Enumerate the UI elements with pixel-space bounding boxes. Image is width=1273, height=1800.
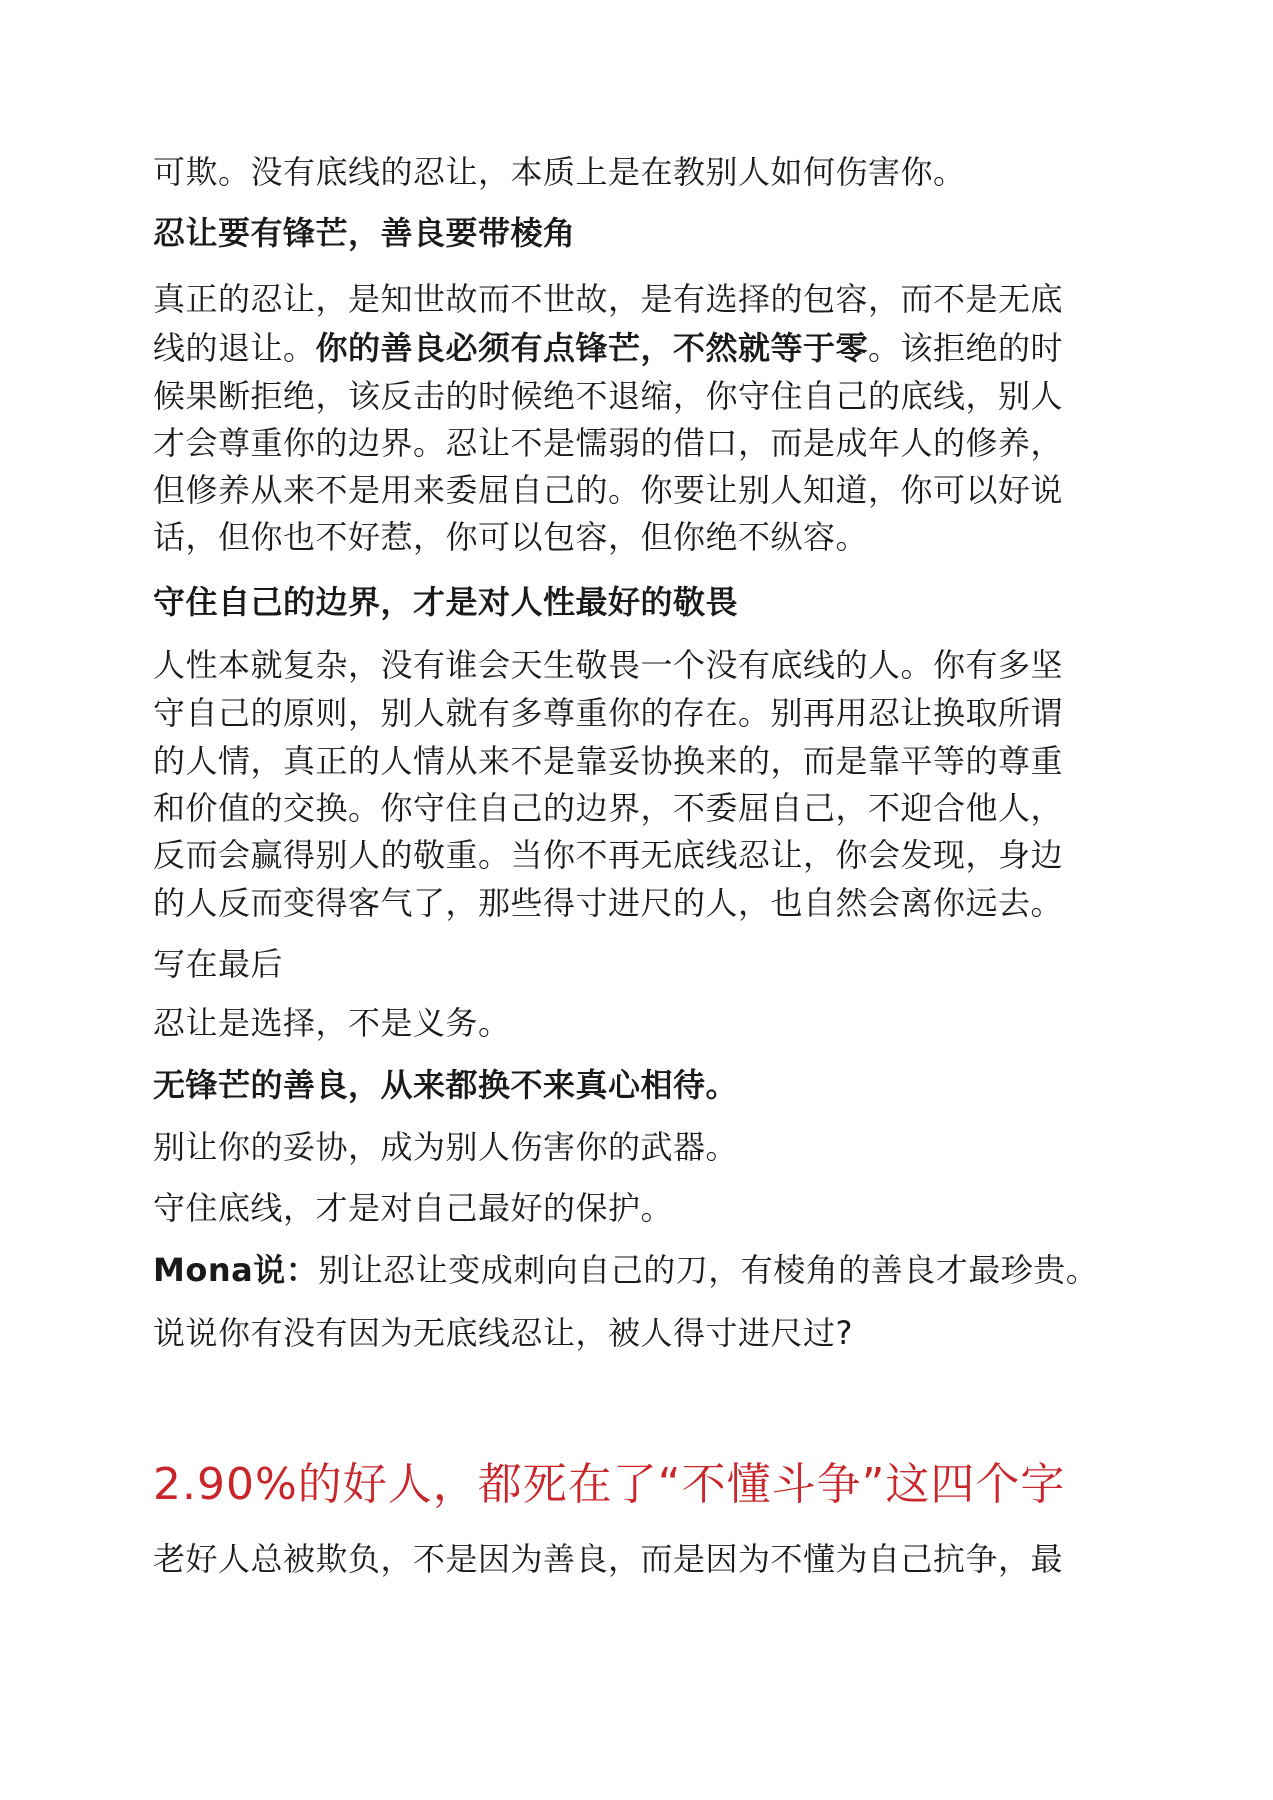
paragraph-line: 写在最后 — [153, 945, 284, 983]
paragraph-line: 的人情，真正的人情从来不是靠妥协换来的，而是靠平等的尊重 — [153, 742, 1064, 780]
paragraph-line: 才会尊重你的边界。忍让不是懦弱的借口，而是成年人的修养， — [153, 424, 1064, 462]
section-heading: 忍让要有锋芒，善良要带棱角 — [153, 214, 576, 252]
plain-text: 别让忍让变成刺向自己的刀，有棱角的善良才最珍贵。 — [318, 1251, 1099, 1289]
paragraph-line: 守自己的原则，别人就有多尊重你的存在。别再用忍让换取所谓 — [153, 694, 1064, 732]
paragraph-line: 守住底线，才是对自己最好的保护。 — [153, 1189, 674, 1227]
paragraph-line: 真正的忍让，是知世故而不世故，是有选择的包容，而不是无底 — [153, 280, 1064, 318]
plain-text: 线的退让。 — [153, 329, 316, 367]
paragraph-line: 反而会赢得别人的敬重。当你不再无底线忍让，你会发现，身边 — [153, 836, 1064, 874]
paragraph-line: 忍让是选择，不是义务。 — [153, 1004, 511, 1042]
section-heading: 守住自己的边界，才是对人性最好的敬畏 — [153, 583, 739, 621]
paragraph-line: 和价值的交换。你守住自己的边界，不委屈自己，不迎合他人， — [153, 789, 1064, 827]
paragraph-line: 人性本就复杂，没有谁会天生敬畏一个没有底线的人。你有多坚 — [153, 646, 1064, 684]
paragraph-line: 话，但你也不好惹，你可以包容，但你绝不纵容。 — [153, 518, 869, 556]
paragraph-line: 可欺。没有底线的忍让，本质上是在教别人如何伤害你。 — [153, 153, 966, 191]
paragraph-line-mixed — [153, 328, 1063, 368]
paragraph-line: 别让你的妥协，成为别人伤害你的武器。 — [153, 1128, 739, 1166]
bold-emphasis: 你的善良必须有点锋芒，不然就等于零 — [315, 329, 869, 367]
paragraph-line-mixed — [153, 1250, 1098, 1290]
paragraph-line: 但修养从来不是用来委屈自己的。你要让别人知道，你可以好说 — [153, 471, 1064, 509]
paragraph-line: 老好人总被欺负，不是因为善良，而是因为不懂为自己抗争，最 — [153, 1540, 1064, 1578]
section-title-red: 2.90%的好人，都死在了“不懂斗争”这四个字 — [153, 1459, 1066, 1510]
author-label: Mona说： — [153, 1251, 319, 1289]
paragraph-line: 说说你有没有因为无底线忍让，被人得寸进尺过? — [153, 1314, 853, 1352]
bold-line: 无锋芒的善良，从来都换不来真心相待。 — [153, 1066, 739, 1104]
plain-text: 。该拒绝的时 — [868, 329, 1064, 367]
paragraph-line: 候果断拒绝，该反击的时候绝不退缩，你守住自己的底线，别人 — [153, 377, 1064, 415]
paragraph-line: 的人反而变得客气了，那些得寸进尺的人，也自然会离你远去。 — [153, 884, 1064, 922]
